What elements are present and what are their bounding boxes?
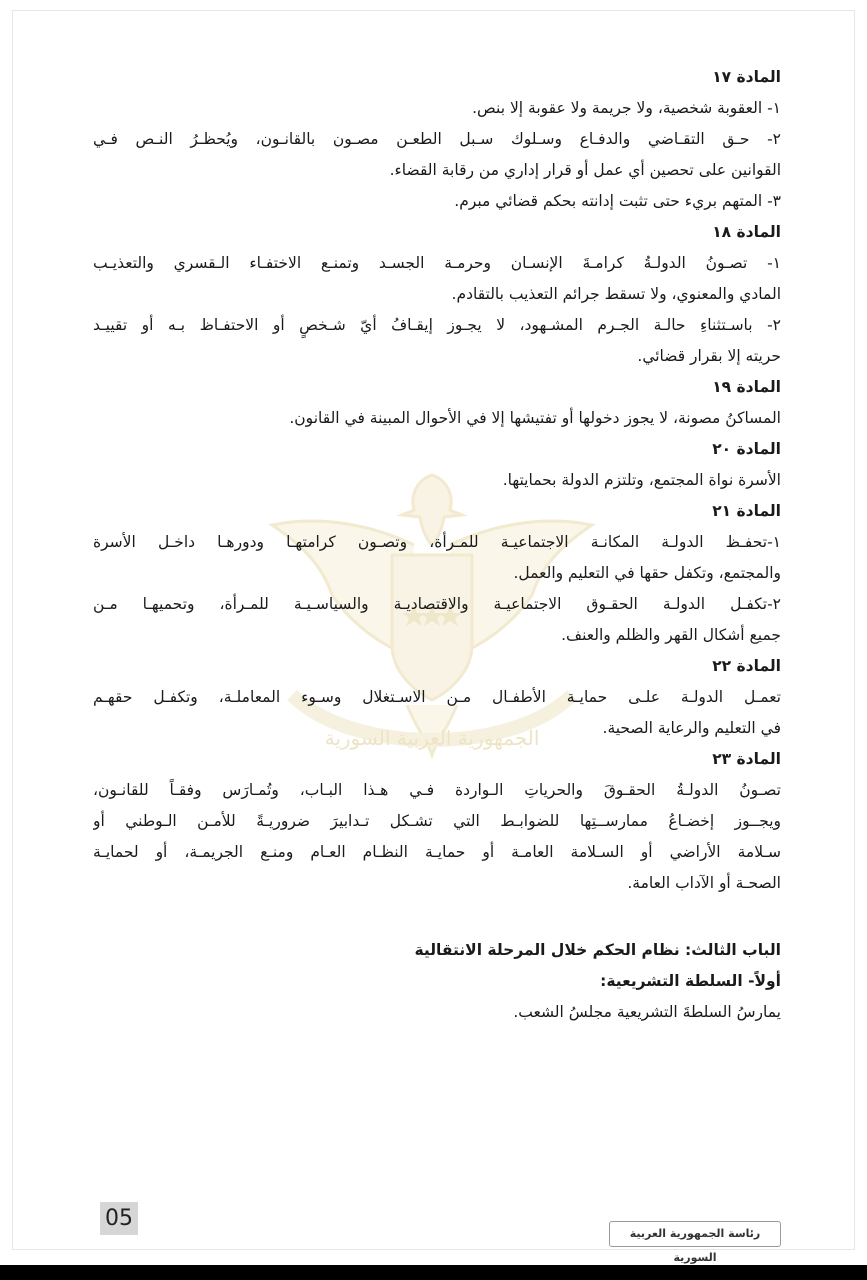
article-title: المادة ٢٠ — [712, 440, 781, 458]
article-block — [93, 496, 781, 651]
article-title: المادة ١٩ — [712, 378, 781, 396]
article-title: المادة ١٧ — [712, 68, 781, 86]
article-text-line: المساكنُ مصونة، لا يجوز دخولها أو تفتيشها إلا في الأحوال المبينة في القانون. — [289, 409, 781, 427]
article-title: المادة ٢٢ — [712, 657, 781, 675]
article-block — [93, 651, 781, 744]
article-text-line: في التعليم والرعاية الصحية. — [602, 719, 781, 737]
article-text-line: ١- تصـونُ الدولـةُ كرامـةَ الإنسـان وحرمـة الجسـد وتمنـع الاختفـاء الـقسري والتعذيـب — [93, 254, 781, 272]
article-title: المادة ٢١ — [712, 502, 781, 520]
article-title: المادة ١٨ — [712, 223, 781, 241]
article-text-line: حريته إلا بقرار قضائي. — [637, 347, 781, 365]
article-text-line: والمجتمع، وتكفل حقها في التعليم والعمل. — [513, 564, 781, 582]
article-text-line: ١- العقوبة شخصية، ولا جريمة ولا عقوبة إلا بنص. — [472, 99, 781, 117]
article-block — [93, 372, 781, 434]
article-text-line: ٢- باسـتثناءِ حالـة الجـرم المشـهود، لا يجـوز إيقـافُ أيّ شـخصٍ أو الاحتفـاظ بـه أو تقييـد — [93, 316, 781, 334]
article-text-line: تصـونُ الدولـةُ الحقـوقَ والحرياتِ الـواردة فـي هـذا البـاب، وتُمـارَس وفقـاً للقانـون، — [93, 781, 781, 799]
bottom-band — [0, 1265, 867, 1280]
chapter-title-prefix: الباب الثالث: — [685, 941, 781, 959]
section-body: يمارسُ السلطةَ التشريعية مجلسُ الشعب. — [513, 1003, 781, 1021]
footer-label: رئاسة الجمهورية العربية السورية — [609, 1221, 781, 1247]
article-text-line: الأسرة نواة المجتمع، وتلتزم الدولة بحمايتها. — [502, 471, 781, 489]
article-text-line: القوانين على تحصين أي عمل أو قرار إداري من رقابة القضاء. — [389, 161, 781, 179]
articles-list — [93, 62, 781, 899]
section-title: أولاً- السلطة التشريعية: — [600, 972, 781, 990]
article-text-line: المادي والمعنوي، ولا تسقط جرائم التعذيب بالتقادم. — [451, 285, 781, 303]
emblem-banner-text: الجمهورية العربية السورية — [324, 726, 540, 750]
article-text-line: تعمـل الدولـة علـى حمايـة الأطفـال مـن الاسـتغلال وسـوء المعاملـة، وتكفـل حقهـم — [93, 688, 781, 706]
page-number: 05 — [100, 1202, 138, 1235]
article-text-line: ٣- المتهم بريء حتى تثبت إدانته بحكم قضائي مبرم. — [454, 192, 781, 210]
article-text-line: ٢- حـق التقـاضي والدفـاع وسـلوك سـبل الطعـن مصـون بالقانـون، ويُحظـرُ النـص فـي — [93, 130, 781, 148]
article-text-line: ٢-تكفـل الدولـة الحقـوق الاجتماعيـة والاقتصاديـة والسياسـيـة للمـرأة، وتحميهـا مـن — [93, 595, 781, 613]
chapter-title-main: نظام الحكم خلال المرحلة الانتقالية — [414, 941, 686, 959]
article-text-line: جميع أشكال القهر والظلم والعنف. — [561, 626, 781, 644]
article-block — [93, 62, 781, 217]
article-text-line: ويجــوز إخضـاعُ ممارســتِها للضوابـط التي تشـكل تـدابيرَ ضروريـةً للأمـن الـوطني أو — [93, 812, 781, 830]
article-title: المادة ٢٣ — [712, 750, 781, 768]
article-block — [93, 434, 781, 496]
document-body — [93, 62, 781, 1028]
article-block — [93, 744, 781, 899]
chapter-title — [93, 935, 781, 966]
article-text-line: سـلامة الأراضي أو السـلامة العامـة أو حمايـة النظـام العـام ومنـع الجريمـة، أو لحمايـة — [93, 843, 781, 861]
article-text-line: الصحـة أو الآداب العامة. — [627, 874, 781, 892]
article-text-line: ١-تحفـظ الدولـة المكانـة الاجتماعيـة للمـرأة، وتصـون كرامتهـا ودورهـا داخـل الأسرة — [93, 533, 781, 551]
article-block — [93, 217, 781, 372]
